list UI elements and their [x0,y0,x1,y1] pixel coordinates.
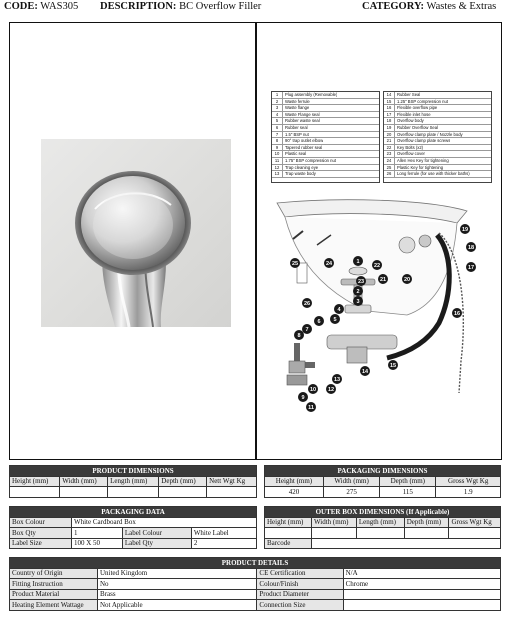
product-photo-panel [9,22,256,460]
legend-number: 7 [272,132,283,138]
diagram-callout-number: 3 [356,299,360,305]
legend-row [384,151,491,158]
diagram-callout-number: 17 [467,265,475,271]
legend-row [272,132,379,139]
legend-row [384,165,491,172]
product-details-title: PRODUCT DETAILS [10,558,501,569]
packaging-data-table: PACKAGING DATA Box Colour White Cardboard Box Box Qty 1 Label Colour White Label Label Size 100 X 50 Label Qty 2 [9,506,257,549]
legend-number: 22 [384,145,395,151]
legend-text: Flexible inlet hose [397,111,431,117]
legend-row [272,158,379,165]
legend-row [384,138,491,145]
product-photo [41,139,231,327]
description-field: DESCRIPTION: BC Overflow Filler [100,1,262,12]
diagram-callout [332,374,342,384]
diagram-callout [466,262,476,272]
diagram-callout [360,366,370,376]
diagram-callout-number: 21 [379,277,387,283]
legend-number: 25 [384,165,395,171]
legend-text: Trap cleaning eye [285,164,319,170]
diagram-callout [460,224,470,234]
legend-text: Trap waste body [285,171,316,177]
legend-number: 26 [384,171,395,177]
legend-text: 1.25" BSP compression nut [397,98,448,104]
legend-row [272,118,379,125]
legend-text: Rubber Overflow Seal [397,124,438,130]
legend-row [272,92,379,99]
legend-text: 1.75" BSP compression nut [285,157,336,163]
legend-number: 17 [384,112,395,118]
diagram-callout [314,316,324,326]
diagram-callout [324,258,334,268]
legend-number: 8 [272,138,283,144]
legend-number: 12 [272,165,283,171]
diagram-callout-number: 5 [333,317,337,323]
legend-number: 13 [272,171,283,177]
legend-number: 5 [272,118,283,124]
outer-box-title: OUTER BOX DIMENSIONS (If Applicable) [265,507,501,518]
legend-number: 11 [272,158,283,164]
legend-row [384,145,491,152]
legend-text: Flexible overflow pipe [397,105,438,111]
parts-legend-left [271,91,380,183]
diagram-callout-number: 25 [291,261,299,267]
diagram-callout [298,392,308,402]
overflow-filler-illustration [41,139,231,327]
legend-row [384,171,491,178]
legend-text: Plastic Key for tightening [397,164,444,170]
diagram-callout [402,274,412,284]
legend-number: 24 [384,158,395,164]
legend-number: 4 [272,112,283,118]
legend-number: 14 [384,92,395,98]
diagram-callout-number: 19 [461,227,469,233]
legend-text: Overflow clamp plate screws [397,138,451,144]
packaging-data-title: PACKAGING DATA [10,507,257,518]
product-dimensions-table: PRODUCT DIMENSIONS Height (mm) Width (mm) Length (mm) Depth (mm) Nett Wgt Kg [9,465,257,498]
diagram-callout-number: 18 [467,245,475,251]
diagram-callout-number: 12 [327,387,335,393]
diagram-callout-number: 26 [303,301,311,307]
product-details-row: Heating Element Wattage Not Applicable Connection Size [10,600,501,611]
exploded-diagram [257,193,500,423]
legend-row [384,125,491,132]
legend-text: Allen Hex Key for tightening [397,157,449,163]
legend-row [384,99,491,106]
diagram-callout-number: 15 [389,363,397,369]
diagram-callout [353,286,363,296]
exploded-diagram-panel [256,22,502,460]
legend-text: 90° trap outlet elbow [285,138,324,144]
diagram-callout-number: 22 [373,263,381,269]
legend-number: 19 [384,125,395,131]
legend-row [272,105,379,112]
legend-text: Plug assembly (Removable) [285,92,338,97]
product-details-table [9,557,501,611]
legend-text: Overflow cover [397,151,425,157]
legend-number: 20 [384,132,395,138]
legend-text: Long ferrule (for use with thicker baths) [397,171,470,177]
diagram-callout [353,296,363,306]
legend-row [384,132,491,139]
diagram-callout [306,402,316,412]
diagram-callout-number: 11 [308,405,314,411]
legend-row [272,171,379,178]
legend-row [384,158,491,165]
legend-number: 23 [384,151,395,157]
parts-legend [271,91,493,187]
legend-number: 1 [272,92,283,98]
legend-number: 16 [384,105,395,111]
legend-row [272,151,379,158]
legend-number: 18 [384,118,395,124]
diagram-callout [290,258,300,268]
diagram-callout-number: 4 [337,307,341,313]
diagram-callout [294,330,304,340]
legend-row [384,105,491,112]
legend-text: Overflow body [397,118,424,124]
diagram-callout-number: 24 [325,261,333,267]
diagram-callout [372,260,382,270]
diagram-callout [326,384,336,394]
diagram-callout [378,274,388,284]
legend-text: Plastic seal [285,151,307,157]
product-details-row: Fitting Instruction No Colour/Finish Chrome [10,579,501,590]
diagram-callout-number: 20 [403,277,411,283]
legend-row [272,138,379,145]
legend-row [384,112,491,119]
product-details-row: Country of Origin United Kingdom CE Certification N/A [10,568,501,579]
diagram-callout [353,256,363,266]
diagram-callout [330,314,340,324]
diagram-callout [466,242,476,252]
legend-text: Rubber waste seal [285,118,320,124]
diagram-callout [308,384,318,394]
parts-legend-right [383,91,492,183]
category-field: CATEGORY: Wastes & Extras [362,1,497,12]
diagram-callout [334,304,344,314]
legend-row [272,145,379,152]
legend-row [384,92,491,99]
legend-number: 2 [272,99,283,105]
legend-row [272,125,379,132]
outer-box-dimensions-table: OUTER BOX DIMENSIONS (If Applicable) Height (mm) Width (mm) Length (mm) Depth (mm) Gross Wgt Kg Barcode [264,506,501,549]
legend-number: 3 [272,105,283,111]
product-dimensions-title: PRODUCT DIMENSIONS [10,466,257,477]
legend-row [384,118,491,125]
diagram-callout-number: 10 [309,387,317,393]
legend-text: Rubber seal [285,124,308,130]
diagram-callout [452,308,462,318]
packaging-dimensions-title: PACKAGING DIMENSIONS [265,466,501,477]
diagram-callout [302,324,312,334]
code-field: CODE: WAS305 [4,1,79,12]
diagram-callout-number: 23 [357,279,365,285]
legend-text: Waste Flange seal [285,111,320,117]
legend-number: 9 [272,145,283,151]
page-header [0,0,511,16]
legend-number: 10 [272,151,283,157]
legend-row [272,112,379,119]
diagram-callout-number: 16 [453,311,461,317]
legend-text: Key Bolts (x2) [397,144,424,150]
legend-text: Tapered rubber seal [285,144,323,150]
legend-row [272,99,379,106]
diagram-callout-number: 2 [356,289,360,295]
diagram-callout [302,298,312,308]
legend-number: 15 [384,99,395,105]
legend-number: 6 [272,125,283,131]
diagram-callout-number: 8 [297,333,301,339]
diagram-callout-number: 7 [305,327,309,333]
legend-text: 1.5" BSP nut [285,131,309,137]
legend-row [272,165,379,172]
legend-text: Waste flange [285,105,310,111]
legend-number: 21 [384,138,395,144]
diagram-callout [356,276,366,286]
diagram-callout-number: 9 [301,395,305,401]
diagram-callout-number: 1 [356,259,360,265]
diagram-callout-number: 13 [333,377,341,383]
packaging-dimensions-table: PACKAGING DIMENSIONS Height (mm) Width (mm) Depth (mm) Gross Wgt Kg 420 275 115 1.9 [264,465,501,498]
legend-text: Rubber Seal [397,92,421,97]
product-details-row: Product Material Brass Product Diameter [10,589,501,600]
legend-text: Waste ferrule [285,98,310,104]
diagram-callout-number: 6 [317,319,321,325]
diagram-callout-number: 14 [361,369,369,375]
legend-text: Overflow clamp plate / Nozzle body [397,131,463,137]
diagram-callout [388,360,398,370]
